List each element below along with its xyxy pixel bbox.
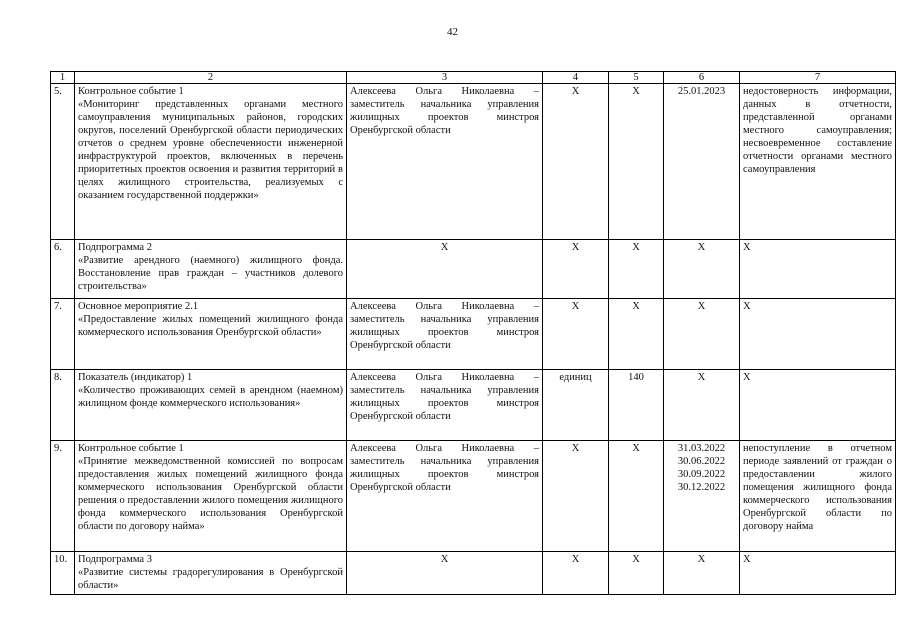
date-cell — [664, 370, 740, 441]
event-name-cell — [75, 552, 347, 595]
date-cell — [664, 299, 740, 370]
col5-cell: X — [609, 240, 664, 299]
event-description: «Мониторинг представленных органами местного самоуправления муниципальных районов, городских округов, поселений Оренбургской области периодических отчетов о среднем уровне обеспеченности инженерной инфраструктурой проектов, включенных в перечень приоритетных проектов освоения и развития территорий в целях жилищного строительства, реализуемых с оказанием государственной поддержки» — [78, 99, 343, 201]
column-header-7: 7 — [740, 72, 896, 84]
event-name-cell — [75, 299, 347, 370]
col5-cell: X — [609, 552, 664, 595]
col4-cell: X — [543, 84, 609, 240]
table-row — [51, 552, 896, 595]
col4-cell: X — [543, 552, 609, 595]
event-title: Основное мероприятие 2.1 — [78, 301, 199, 312]
event-name-cell — [75, 441, 347, 552]
event-name-cell — [75, 240, 347, 299]
responsible-cell: Алексеева Ольга Николаевна – заместитель начальника управления жилищных проектов минстроя Оренбургской области — [347, 441, 543, 552]
col5-cell: X — [609, 299, 664, 370]
table-row — [51, 370, 896, 441]
responsible-cell: Алексеева Ольга Николаевна – заместитель начальника управления жилищных проектов минстроя Оренбургской области — [347, 299, 543, 370]
date-value: X — [697, 242, 706, 253]
column-header-2: 2 — [75, 72, 347, 84]
event-description: «Предоставление жилых помещений жилищного фонда коммерческого использования Оренбургской области» — [78, 314, 343, 338]
responsible-cell: Алексеева Ольга Николаевна – заместитель начальника управления жилищных проектов минстроя Оренбургской области — [347, 370, 543, 441]
event-description: «Развитие системы градорегулирования в Оренбургской области» — [78, 567, 343, 591]
responsible-cell: X — [347, 240, 543, 299]
table-row — [51, 299, 896, 370]
column-header-4: 4 — [543, 72, 609, 84]
col4-cell: X — [543, 240, 609, 299]
event-name-cell — [75, 370, 347, 441]
row-number: 8. — [51, 370, 75, 441]
event-description: «Развитие арендного (наемного) жилищного фонда. Восстановление прав граждан – участников долевого строительства» — [78, 255, 343, 292]
risk-cell: X — [740, 240, 896, 299]
responsible-cell: X — [347, 552, 543, 595]
col5-cell: X — [609, 441, 664, 552]
risk-cell: X — [740, 552, 896, 595]
risk-cell: X — [740, 299, 896, 370]
event-name-cell — [75, 84, 347, 240]
col4-cell: X — [543, 441, 609, 552]
date-value: 30.06.2022 — [677, 456, 726, 467]
row-number: 10. — [51, 552, 75, 595]
column-header-1: 1 — [51, 72, 75, 84]
event-title: Подпрограмма 3 — [78, 554, 152, 565]
date-cell — [664, 441, 740, 552]
table-row — [51, 240, 896, 299]
column-header-3: 3 — [347, 72, 543, 84]
event-description: «Принятие межведомственной комиссией по вопросам предоставления жилых помещений жилищного фонда коммерческого использования Оренбургской области решения о предоставлении жилого помещения жилищного фонда коммерческого использования Оренбургской области по договору найма» — [78, 456, 343, 532]
date-value: 30.12.2022 — [677, 482, 726, 493]
column-header-5: 5 — [609, 72, 664, 84]
date-value: 25.01.2023 — [677, 86, 726, 97]
page-number: 42 — [447, 26, 458, 38]
event-title: Контрольное событие 1 — [78, 86, 184, 97]
date-cell — [664, 552, 740, 595]
row-number: 6. — [51, 240, 75, 299]
col5-cell: X — [609, 84, 664, 240]
row-number: 7. — [51, 299, 75, 370]
plan-table — [50, 71, 896, 595]
event-title: Показатель (индикатор) 1 — [78, 372, 193, 383]
event-title: Контрольное событие 1 — [78, 443, 184, 454]
risk-cell: X — [740, 370, 896, 441]
date-value: 30.09.2022 — [677, 469, 726, 480]
table-row — [51, 84, 896, 240]
risk-cell: непоступление в отчетном периоде заявлений от граждан о предоставлении жилого помещения жилищного фонда коммерческого использования Оренбургской области по договору найма — [740, 441, 896, 552]
column-header-6: 6 — [664, 72, 740, 84]
unit-cell: единиц — [543, 370, 609, 441]
risk-cell: недостоверность информации, данных в отчетности, представленной органами местного самоуправления; несвоевременное составление отчетности органами местного самоуправления — [740, 84, 896, 240]
responsible-cell: Алексеева Ольга Николаевна – заместитель начальника управления жилищных проектов минстроя Оренбургской области — [347, 84, 543, 240]
col4-cell: X — [543, 299, 609, 370]
date-cell — [664, 84, 740, 240]
value-cell: 140 — [609, 370, 664, 441]
row-number: 9. — [51, 441, 75, 552]
date-value: 31.03.2022 — [677, 443, 726, 454]
header-row — [51, 72, 896, 84]
event-description: «Количество проживающих семей в арендном (наемном) жилищном фонде коммерческого использования» — [78, 385, 343, 409]
row-number: 5. — [51, 84, 75, 240]
date-value: X — [697, 372, 706, 383]
date-value: X — [697, 554, 706, 565]
event-title: Подпрограмма 2 — [78, 242, 152, 253]
date-cell — [664, 240, 740, 299]
table-row — [51, 441, 896, 552]
date-value: X — [697, 301, 706, 312]
